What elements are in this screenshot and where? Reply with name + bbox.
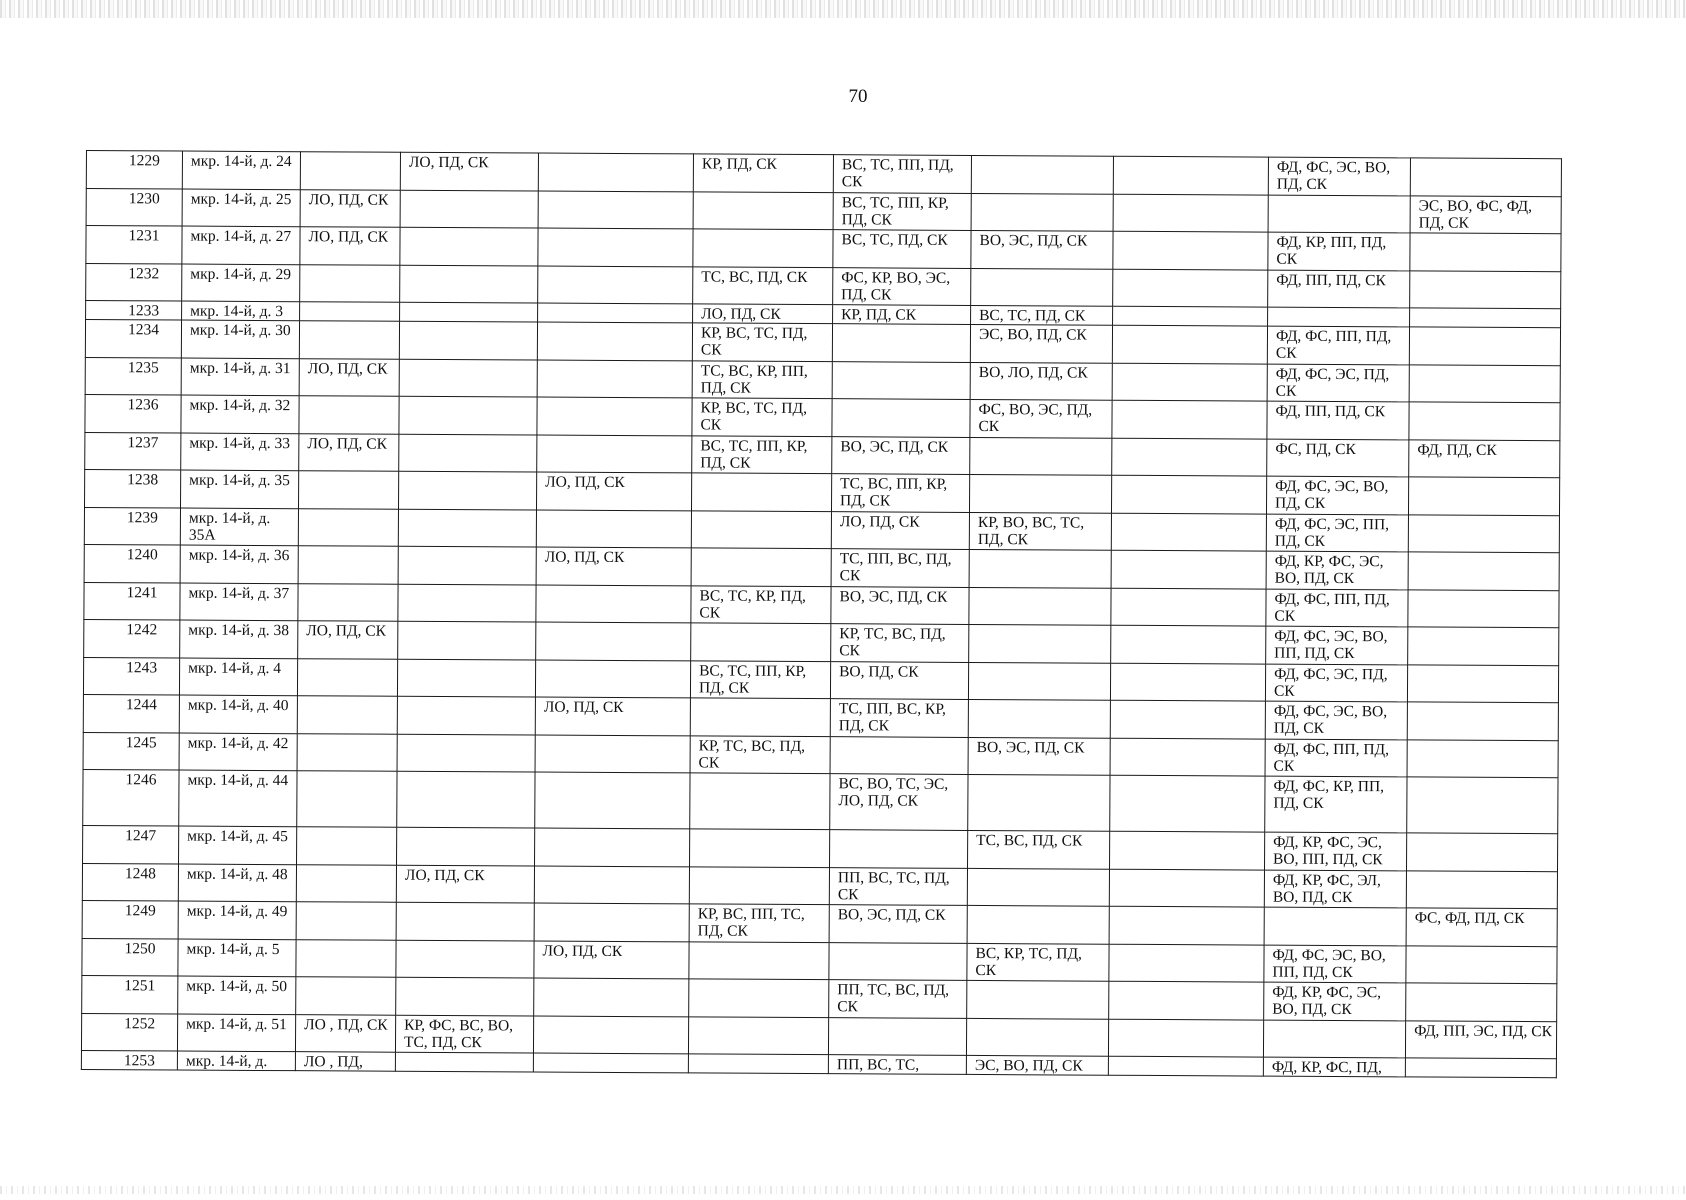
address-cell: мкр. 14-й, д. 38 bbox=[180, 620, 298, 658]
row-number-cell: 1243 bbox=[83, 657, 179, 695]
address-cell: мкр. 14-й, д. 5 bbox=[178, 939, 296, 977]
work-cell bbox=[829, 942, 967, 980]
work-cell bbox=[397, 659, 535, 697]
work-cell: ЛО, ПД, СК bbox=[396, 865, 534, 903]
work-cell bbox=[1111, 550, 1266, 588]
work-cell bbox=[832, 361, 970, 399]
row-number-cell: 1237 bbox=[85, 432, 181, 470]
work-cell: ФД, ПД, СК bbox=[1409, 439, 1560, 477]
page-number: 70 bbox=[848, 86, 868, 107]
work-cell: ВО, ЭС, ПД, СК bbox=[971, 230, 1113, 268]
work-cell bbox=[298, 508, 398, 546]
work-cell: ФД, ФС, ПП, ПД, СК bbox=[1265, 739, 1407, 777]
work-cell: ПП, ВС, ТС, ПД, СК bbox=[829, 867, 967, 905]
work-cell: ФД, КР, ФС, ЭС, ВО, ПП, ПД, СК bbox=[1264, 832, 1406, 870]
work-cell bbox=[537, 397, 692, 435]
row-number-cell: 1241 bbox=[84, 582, 180, 620]
address-cell: мкр. 14-й, д. 27 bbox=[182, 226, 300, 264]
work-cell bbox=[1407, 664, 1558, 702]
work-cell bbox=[398, 584, 536, 622]
work-cell: КР, ТС, ВС, ПД, СК bbox=[690, 735, 830, 773]
address-cell: мкр. 14-й, д. 4 bbox=[179, 658, 297, 696]
work-cell bbox=[1408, 627, 1559, 665]
work-cell bbox=[1113, 156, 1268, 194]
work-cell bbox=[1110, 700, 1265, 738]
work-cell bbox=[691, 473, 831, 511]
address-cell: мкр. 14-й, д. 51 bbox=[177, 1014, 295, 1052]
work-cell bbox=[1408, 552, 1559, 590]
work-cell bbox=[398, 621, 536, 659]
work-cell: ФД, КР, ФС, ПД, bbox=[1263, 1057, 1405, 1077]
work-cell: ЛО , ПД, СК bbox=[295, 1014, 395, 1052]
work-cell: ПП, ВС, ТС, bbox=[828, 1055, 966, 1075]
address-cell: мкр. 14-й, д. bbox=[177, 1051, 295, 1071]
work-cell bbox=[399, 359, 537, 397]
work-cell bbox=[534, 866, 689, 904]
work-cell: ЛО, ПД, СК bbox=[693, 304, 833, 324]
work-cell: ФС, ВО, ЭС, ПД, СК bbox=[970, 399, 1112, 437]
row-number-cell: 1252 bbox=[81, 1013, 177, 1051]
work-cell bbox=[1108, 1019, 1263, 1057]
work-cell bbox=[533, 1016, 688, 1054]
work-cell bbox=[1109, 869, 1264, 907]
work-cell bbox=[971, 268, 1113, 306]
work-cell bbox=[690, 698, 830, 736]
address-cell: мкр. 14-й, д. 49 bbox=[178, 901, 296, 939]
work-cell: ФД, КР, ФС, ЭЛ, ВО, ПД, СК bbox=[1264, 870, 1406, 908]
row-number-cell: 1236 bbox=[85, 394, 181, 432]
work-cell: ВС, ТС, ПД, СК bbox=[833, 230, 971, 268]
work-cell bbox=[1111, 625, 1266, 663]
work-cell bbox=[1409, 402, 1560, 440]
work-cell bbox=[534, 978, 689, 1016]
work-cell: ВО, ЭС, ПД, СК bbox=[968, 737, 1110, 775]
work-cell bbox=[1110, 831, 1265, 869]
work-cell: ФС, КР, ВО, ЭС, ПД, СК bbox=[833, 267, 971, 305]
table-row bbox=[83, 769, 1558, 833]
work-cell: ВО, ПД, СК bbox=[830, 661, 968, 699]
work-cell bbox=[296, 977, 396, 1015]
work-cell bbox=[396, 940, 534, 978]
work-cell bbox=[536, 510, 691, 548]
work-cell: ФД, ФС, ЭС, ПД, СК bbox=[1267, 364, 1409, 402]
work-cell bbox=[830, 736, 968, 774]
work-cell bbox=[397, 771, 535, 828]
address-cell: мкр. 14-й, д. 42 bbox=[179, 733, 297, 771]
work-cell bbox=[971, 155, 1113, 193]
table-body bbox=[81, 151, 1561, 1078]
work-cell bbox=[968, 662, 1110, 700]
work-cell bbox=[691, 623, 831, 661]
work-cell: КР, ВС, ТС, ПД, СК bbox=[692, 323, 832, 361]
work-cell: ВС, ТС, КР, ПД, СК bbox=[691, 585, 831, 623]
work-cell bbox=[1407, 777, 1558, 834]
work-cell bbox=[298, 583, 398, 621]
address-cell: мкр. 14-й, д. 48 bbox=[178, 864, 296, 902]
work-cell bbox=[534, 903, 689, 941]
work-cell bbox=[1264, 907, 1406, 945]
work-cell bbox=[297, 771, 397, 828]
work-cell bbox=[297, 827, 397, 865]
row-number-cell: 1253 bbox=[81, 1050, 177, 1070]
work-cell bbox=[1263, 1020, 1405, 1058]
address-cell: мкр. 14-й, д. 37 bbox=[180, 583, 298, 621]
work-cell: КР, ПД, СК bbox=[833, 305, 971, 325]
work-cell bbox=[1410, 233, 1561, 271]
work-cell bbox=[299, 321, 399, 359]
work-cell: ЛО, ПД, СК bbox=[300, 227, 400, 265]
work-cell bbox=[1408, 477, 1559, 515]
work-cell: КР, ПД, СК bbox=[693, 154, 833, 192]
work-cell: ВС, ТС, ПП, КР, ПД, СК bbox=[690, 660, 830, 698]
work-cell bbox=[398, 546, 536, 584]
work-cell: ЛО , ПД, bbox=[295, 1052, 395, 1072]
work-cell: ЛО, ПД, СК bbox=[536, 547, 691, 585]
work-cell bbox=[968, 699, 1110, 737]
work-cell: ВС, ВО, ТС, ЭС, ЛО, ПД, СК bbox=[830, 774, 968, 831]
row-number-cell: 1234 bbox=[85, 320, 181, 358]
work-cell bbox=[1407, 702, 1558, 740]
scan-edge-top bbox=[0, 0, 1686, 18]
address-cell: мкр. 14-й, д. 44 bbox=[179, 770, 297, 827]
work-cell: ЛО, ПД, СК bbox=[831, 511, 969, 549]
work-cell bbox=[1410, 308, 1561, 328]
work-cell: КР, ФС, ВС, ВО, ТС, ПД, СК bbox=[395, 1015, 533, 1053]
work-cell: ЛО, ПД, СК bbox=[299, 358, 399, 396]
work-cell bbox=[399, 471, 537, 509]
work-cell bbox=[1268, 307, 1410, 327]
row-number-cell: 1248 bbox=[82, 863, 178, 901]
work-cell bbox=[538, 266, 693, 304]
address-cell: мкр. 14-й, д. 32 bbox=[181, 395, 299, 433]
work-cell: ФД, ФС, ЭС, ВО, ПД, СК bbox=[1265, 701, 1407, 739]
work-cell bbox=[296, 902, 396, 940]
work-cell bbox=[969, 587, 1111, 625]
work-cell bbox=[299, 471, 399, 509]
work-cell bbox=[832, 324, 970, 362]
work-cell bbox=[689, 979, 829, 1017]
work-cell bbox=[1409, 364, 1560, 402]
work-cell bbox=[1113, 306, 1268, 326]
work-cell: ВО, ЭС, ПД, СК bbox=[831, 586, 969, 624]
work-cell: ФД, ПП, ПД, СК bbox=[1267, 401, 1409, 439]
work-cell: ТС, ВС, ПД, СК bbox=[693, 266, 833, 304]
work-cell bbox=[300, 264, 400, 302]
work-cell bbox=[535, 735, 690, 773]
work-cell: ФС, ПД, СК bbox=[1267, 439, 1409, 477]
work-cell: ВО, ЭС, ПД, СК bbox=[829, 905, 967, 943]
work-cell: ЭС, ВО, ФС, ФД, ПД, СК bbox=[1410, 195, 1561, 233]
work-cell bbox=[1112, 363, 1267, 401]
work-cell: ФД, ФС, ЭС, ПП, ПД, СК bbox=[1266, 514, 1408, 552]
address-cell: мкр. 14-й, д. 40 bbox=[179, 695, 297, 733]
work-cell bbox=[400, 190, 538, 228]
row-number-cell: 1233 bbox=[86, 301, 182, 321]
work-cell: ВС, ТС, ПП, ПД, СК bbox=[833, 155, 971, 193]
work-cell bbox=[538, 303, 693, 323]
work-cell bbox=[533, 1053, 688, 1073]
work-cell: ВС, ТС, ПП, КР, ПД, СК bbox=[692, 435, 832, 473]
work-cell: ЭС, ВО, ПД, СК bbox=[970, 324, 1112, 362]
work-cell bbox=[971, 193, 1113, 231]
work-cell bbox=[397, 827, 535, 865]
row-number-cell: 1229 bbox=[86, 151, 182, 189]
work-cell: ЛО, ПД, СК bbox=[299, 433, 399, 471]
work-cell bbox=[967, 868, 1109, 906]
work-cell bbox=[1110, 775, 1265, 832]
work-cell bbox=[399, 396, 537, 434]
work-cell bbox=[399, 434, 537, 472]
work-cell: ЛО, ПД, СК bbox=[300, 189, 400, 227]
work-cell bbox=[1113, 194, 1268, 232]
address-cell: мкр. 14-й, д. 3 bbox=[182, 301, 300, 321]
row-number-cell: 1249 bbox=[82, 900, 178, 938]
work-cell bbox=[538, 191, 693, 229]
work-cell: ВО, ЛО, ПД, СК bbox=[970, 362, 1112, 400]
work-cell bbox=[538, 153, 693, 191]
schedule-table bbox=[81, 150, 1562, 1078]
row-number-cell: 1230 bbox=[86, 188, 182, 226]
work-cell bbox=[1406, 870, 1557, 908]
work-cell bbox=[967, 905, 1109, 943]
row-number-cell: 1250 bbox=[82, 938, 178, 976]
work-cell bbox=[398, 509, 536, 547]
work-cell bbox=[536, 622, 691, 660]
work-cell bbox=[969, 624, 1111, 662]
work-cell bbox=[970, 437, 1112, 475]
address-cell: мкр. 14-й, д. 33 bbox=[181, 433, 299, 471]
work-cell bbox=[535, 828, 690, 866]
work-cell: ЛО, ПД, СК bbox=[298, 621, 398, 659]
work-cell bbox=[689, 866, 829, 904]
work-cell bbox=[400, 227, 538, 265]
work-cell bbox=[297, 658, 397, 696]
work-cell: ТС, ПП, ВС, ПД, СК bbox=[831, 549, 969, 587]
work-cell bbox=[1110, 738, 1265, 776]
address-cell: мкр. 14-й, д. 45 bbox=[179, 826, 297, 864]
work-cell bbox=[693, 229, 833, 267]
work-cell bbox=[966, 1018, 1108, 1056]
work-cell bbox=[1112, 438, 1267, 476]
work-cell bbox=[691, 510, 831, 548]
work-cell: ФД, ФС, ПП, ПД, СК bbox=[1267, 326, 1409, 364]
work-cell: ЛО, ПД, СК bbox=[536, 472, 691, 510]
work-cell: ВС, ТС, ПП, КР, ПД, СК bbox=[833, 192, 971, 230]
work-cell: ФД, КР, ФС, ЭС, ВО, ПД, СК bbox=[1266, 551, 1408, 589]
work-cell bbox=[538, 228, 693, 266]
work-cell: ЛО, ПД, СК bbox=[535, 697, 690, 735]
work-cell: ЛО, ПД, СК bbox=[534, 941, 689, 979]
work-cell: ВС, ТС, ПД, СК bbox=[971, 305, 1113, 325]
work-cell bbox=[1408, 589, 1559, 627]
row-number-cell: 1239 bbox=[84, 507, 180, 545]
work-cell bbox=[298, 546, 398, 584]
work-cell: КР, ВО, ВС, ТС, ПД, СК bbox=[969, 512, 1111, 550]
address-cell: мкр. 14-й, д. 31 bbox=[181, 358, 299, 396]
row-number-cell: 1235 bbox=[85, 357, 181, 395]
row-number-cell: 1242 bbox=[84, 619, 180, 657]
work-cell: ФД, ФС, ЭС, ВО, ПП, ПД, СК bbox=[1264, 945, 1406, 983]
work-cell: ЭС, ВО, ПД, СК bbox=[966, 1055, 1108, 1075]
address-cell: мкр. 14-й, д. 35 bbox=[181, 470, 299, 508]
scan-edge-bottom bbox=[0, 1186, 1686, 1194]
work-cell: КР, ВС, ПП, ТС, ПД, СК bbox=[689, 904, 829, 942]
work-cell bbox=[297, 696, 397, 734]
work-cell bbox=[296, 864, 396, 902]
work-cell bbox=[397, 734, 535, 772]
work-cell bbox=[537, 322, 692, 360]
work-cell bbox=[967, 980, 1109, 1018]
work-cell bbox=[395, 1052, 533, 1072]
row-number-cell: 1231 bbox=[86, 226, 182, 264]
work-cell: ФД, ПП, ЭС, ПД, СК bbox=[1405, 1020, 1556, 1058]
schedule-table-wrapper bbox=[81, 150, 1562, 1078]
row-number-cell: 1246 bbox=[83, 769, 179, 826]
work-cell bbox=[1112, 400, 1267, 438]
work-cell bbox=[828, 1017, 966, 1055]
work-cell bbox=[1410, 270, 1561, 308]
work-cell: ТС, ВС, ПД, СК bbox=[968, 830, 1110, 868]
work-cell bbox=[690, 829, 830, 867]
work-cell bbox=[688, 1054, 828, 1074]
work-cell bbox=[1406, 945, 1557, 983]
work-cell bbox=[688, 1016, 828, 1054]
work-cell: ФД, КР, ФС, ЭС, ВО, ПД, СК bbox=[1264, 982, 1406, 1020]
work-cell bbox=[1111, 475, 1266, 513]
row-number-cell: 1245 bbox=[83, 732, 179, 770]
work-cell: ТС, ВС, КР, ПП, ПД, СК bbox=[692, 360, 832, 398]
work-cell bbox=[397, 696, 535, 734]
work-cell bbox=[1111, 588, 1266, 626]
work-cell: ФД, КР, ПП, ПД, СК bbox=[1268, 232, 1410, 270]
work-cell bbox=[1109, 981, 1264, 1019]
work-cell bbox=[1406, 983, 1557, 1021]
work-cell bbox=[299, 396, 399, 434]
work-cell bbox=[297, 733, 397, 771]
work-cell bbox=[1109, 944, 1264, 982]
work-cell: ПП, ТС, ВС, ПД, СК bbox=[829, 980, 967, 1018]
work-cell: ФД, ФС, ЭС, ВО, ПД, СК bbox=[1266, 476, 1408, 514]
work-cell bbox=[1406, 833, 1557, 871]
row-number-cell: 1238 bbox=[85, 469, 181, 507]
work-cell: ФД, ФС, ЭС, ПД, СК bbox=[1265, 664, 1407, 702]
work-cell: ВО, ЭС, ПД, СК bbox=[832, 436, 970, 474]
work-cell bbox=[1405, 1058, 1556, 1078]
work-cell bbox=[968, 774, 1110, 831]
work-cell bbox=[1409, 327, 1560, 365]
work-cell bbox=[396, 977, 534, 1015]
work-cell bbox=[1410, 158, 1561, 196]
work-cell: ФД, ФС, ПП, ПД, СК bbox=[1266, 589, 1408, 627]
work-cell bbox=[969, 549, 1111, 587]
work-cell bbox=[830, 830, 968, 868]
work-cell bbox=[1111, 513, 1266, 551]
work-cell bbox=[400, 302, 538, 322]
work-cell bbox=[399, 321, 537, 359]
row-number-cell: 1247 bbox=[83, 825, 179, 863]
work-cell bbox=[691, 548, 831, 586]
work-cell: ФД, ФС, КР, ПП, ПД, СК bbox=[1265, 776, 1407, 833]
work-cell: ТС, ПП, ВС, КР, ПД, СК bbox=[830, 699, 968, 737]
work-cell bbox=[396, 902, 534, 940]
work-cell: ФС, ФД, ПД, СК bbox=[1406, 908, 1557, 946]
work-cell bbox=[300, 152, 400, 190]
address-cell: мкр. 14-й, д. 50 bbox=[178, 976, 296, 1014]
work-cell: ФД, ПП, ПД, СК bbox=[1268, 270, 1410, 308]
work-cell: КР, ВС, ТС, ПД, СК bbox=[692, 398, 832, 436]
row-number-cell: 1232 bbox=[86, 263, 182, 301]
row-number-cell: 1244 bbox=[83, 694, 179, 732]
work-cell bbox=[689, 941, 829, 979]
work-cell bbox=[690, 773, 830, 830]
work-cell bbox=[1268, 195, 1410, 233]
work-cell bbox=[535, 660, 690, 698]
work-cell: ВС, КР, ТС, ПД, СК bbox=[967, 943, 1109, 981]
work-cell bbox=[832, 399, 970, 437]
work-cell bbox=[537, 435, 692, 473]
work-cell bbox=[535, 772, 690, 829]
work-cell bbox=[1408, 514, 1559, 552]
work-cell: ФД, ФС, ЭС, ВО, ПД, СК bbox=[1268, 157, 1410, 195]
work-cell: ФД, ФС, ЭС, ВО, ПП, ПД, СК bbox=[1266, 626, 1408, 664]
work-cell: ЛО, ПД, СК bbox=[400, 152, 538, 190]
address-cell: мкр. 14-й, д. 30 bbox=[181, 320, 299, 358]
work-cell bbox=[1407, 739, 1558, 777]
work-cell bbox=[1109, 906, 1264, 944]
work-cell bbox=[400, 265, 538, 303]
work-cell bbox=[1113, 269, 1268, 307]
address-cell: мкр. 14-й, д. 25 bbox=[182, 189, 300, 227]
work-cell bbox=[536, 585, 691, 623]
row-number-cell: 1251 bbox=[82, 975, 178, 1013]
address-cell: мкр. 14-й, д. 36 bbox=[180, 545, 298, 583]
work-cell bbox=[1113, 231, 1268, 269]
work-cell bbox=[1108, 1056, 1263, 1076]
work-cell bbox=[537, 360, 692, 398]
work-cell bbox=[1112, 325, 1267, 363]
address-cell: мкр. 14-й, д. 24 bbox=[182, 151, 300, 189]
work-cell: ТС, ВС, ПП, КР, ПД, СК bbox=[831, 474, 969, 512]
address-cell: мкр. 14-й, д. 29 bbox=[182, 264, 300, 302]
work-cell: КР, ТС, ВС, ПД, СК bbox=[831, 624, 969, 662]
work-cell bbox=[693, 191, 833, 229]
row-number-cell: 1240 bbox=[84, 544, 180, 582]
work-cell bbox=[296, 939, 396, 977]
work-cell bbox=[300, 302, 400, 322]
address-cell: мкр. 14-й, д. 35А bbox=[180, 508, 298, 546]
work-cell bbox=[1110, 663, 1265, 701]
work-cell bbox=[969, 474, 1111, 512]
